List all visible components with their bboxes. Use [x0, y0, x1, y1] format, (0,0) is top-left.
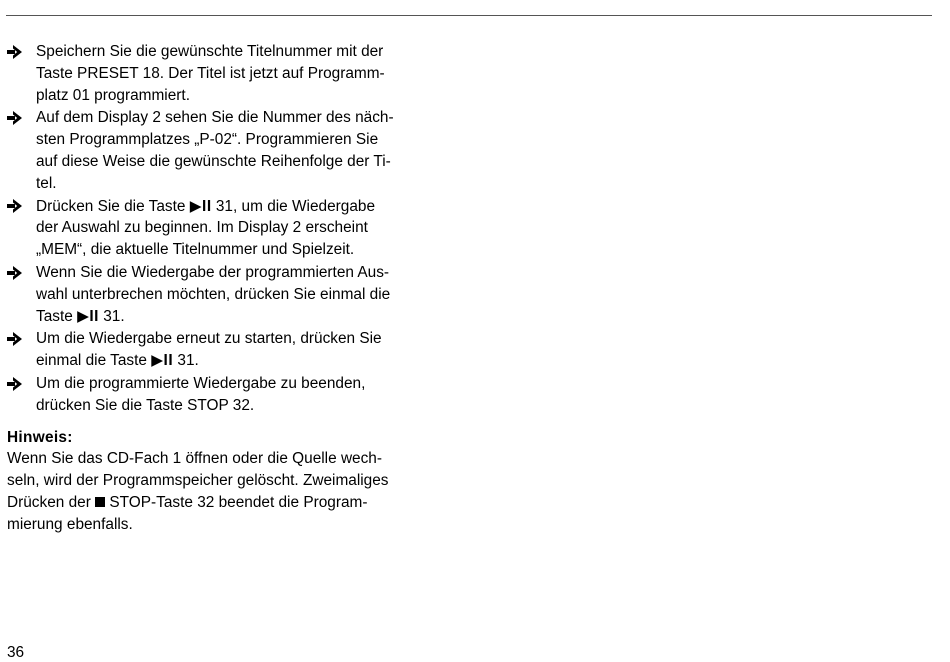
- instruction-list: [7, 41, 447, 417]
- list-item: [7, 107, 447, 194]
- right-arrow-icon: [7, 196, 36, 218]
- instruction-text-part: Wenn Sie die Wiedergabe der programmierten Aus- wahl unterbrechen möchten, drücken Sie einmal die Taste: [36, 263, 391, 325]
- instruction-text-part: Auf dem Display 2 sehen Sie die Nummer des näch- sten Programmplatzes „P-02“. Programmieren Sie auf diese Weise die gewünschte Reihenfolge der Ti- tel.: [36, 109, 394, 192]
- play-pause-icon: ▶II: [189, 197, 212, 215]
- instruction-text: [36, 196, 447, 261]
- note-text: [7, 448, 447, 535]
- stop-square-icon: [95, 497, 105, 507]
- play-pause-icon: ▶II: [77, 307, 99, 325]
- instruction-text-part: 31.: [98, 307, 125, 325]
- note-text-after: STOP-Taste 32 beendet die Program- mierung ebenfalls.: [7, 493, 368, 533]
- note-block: [7, 427, 447, 536]
- right-arrow-icon: [7, 262, 36, 284]
- instruction-text-part: 31, um die Wiedergabe der Auswahl zu beginnen. Im Display 2 erscheint „MEM“, die aktuelle Titelnummer und Spielzeit.: [36, 197, 375, 259]
- instruction-text: [36, 328, 447, 372]
- list-item: [7, 373, 447, 417]
- instruction-text: [36, 373, 447, 417]
- instruction-text: [36, 107, 447, 194]
- page-number: 36: [7, 644, 25, 661]
- right-arrow-icon: [7, 107, 36, 129]
- instruction-text-part: Um die Wiedergabe erneut zu starten, drücken Sie einmal die Taste: [36, 330, 382, 370]
- list-item: [7, 41, 447, 106]
- instruction-text-part: Drücken Sie die Taste: [36, 197, 190, 215]
- instruction-text: [36, 41, 447, 106]
- right-arrow-icon: [7, 328, 36, 350]
- instruction-text-part: 31.: [173, 352, 199, 370]
- instruction-text: [36, 262, 447, 327]
- manual-content: [7, 41, 447, 536]
- list-item: [7, 328, 447, 372]
- instruction-text-part: Speichern Sie die gewünschte Titelnummer mit der Taste PRESET 18. Der Titel ist jetzt auf Programm- platz 01 programmiert.: [36, 43, 385, 104]
- list-item: [7, 196, 447, 261]
- play-pause-icon: ▶II: [151, 352, 174, 370]
- note-text-before: Wenn Sie das CD-Fach 1 öffnen oder die Quelle wech- seln, wird der Programmspeicher gelöscht. Zweimaliges Drücken der: [7, 450, 389, 511]
- right-arrow-icon: [7, 373, 36, 395]
- instruction-text-part: Um die programmierte Wiedergabe zu beenden, drücken Sie die Taste STOP 32.: [36, 374, 366, 414]
- right-arrow-icon: [7, 41, 36, 63]
- note-heading: Hinweis:: [7, 428, 73, 446]
- header-rule: [6, 15, 932, 16]
- list-item: [7, 262, 447, 327]
